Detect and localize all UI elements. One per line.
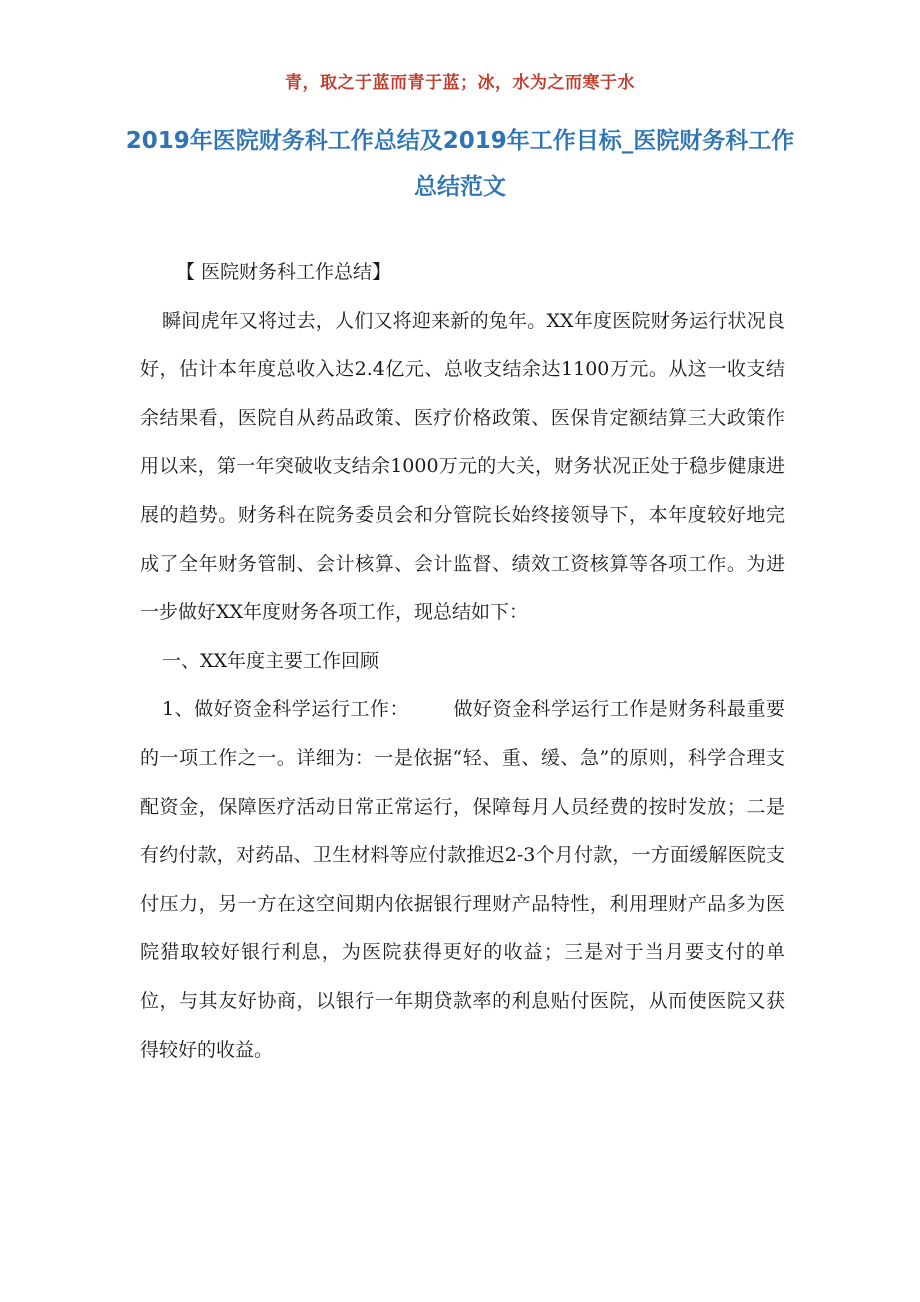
section-label: 【 医院财务科工作总结】: [176, 261, 392, 283]
document-title: 2019年医院财务科工作总结及2019年工作目标_医院财务科工作总结范文: [125, 128, 795, 200]
document-body: [140, 248, 785, 1074]
item-1-label: 1、做好资金科学运行工作：: [162, 698, 409, 721]
header-quote: 青，取之于蓝而青于蓝；冰，水为之而寒于水: [285, 73, 635, 93]
intro-paragraph: 瞬间虎年又将过去，人们又将迎来新的兔年。XX年度医院财务运行状况良好，估计本年度总收入达2.4亿元、总收支结余达1100万元。从这一收支结余结果看，医院自从药品政策、医疗价格政策、医保肯定额结算三大政策作用以来，第一年突破收支结余1000万元的大关，财务状况正处于稳步健康进展的趋势。财务科在院务委员会和分管院长始终接领导下，本年度较好地完成了全年财务管制、会计核算、会计监督、绩效工资核算等各项工作。为进一步做好XX年度财务各项工作，现总结如下：: [140, 309, 785, 624]
item-1-text: 做好资金科学运行工作是财务科最重要的一项工作之一。详细为：一是依据“轻、重、缓、急”的原则，科学合理支配资金，保障医疗活动日常正常运行，保障每月人员经费的按时发放；二是有约付款，对药品、卫生材料等应付款推迟2-3个月付款，一方面缓解医院支付压力，另一方在这空间期内依据银行理财产品特性，利用理财产品多为医院猎取较好银行利息，为医院获得更好的收益；三是对于当月要支付的单位，与其友好协商，以银行一年期贷款率的利息贴付医院，从而使医院又获得较好的收益。: [140, 698, 785, 1061]
heading-work-review: 一、XX年度主要工作回顾: [162, 649, 380, 672]
item-1-paragraph: [140, 685, 785, 1074]
